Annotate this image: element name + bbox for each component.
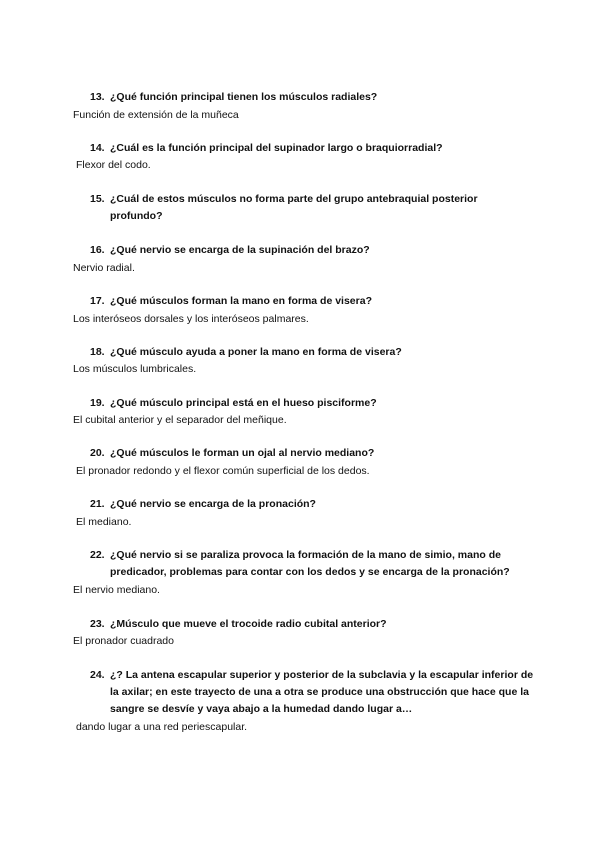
question-number: 14. bbox=[90, 142, 105, 154]
question-15 bbox=[90, 191, 490, 225]
question-text: ¿Qué nervio si se paraliza provoca la formación de la mano de simio, mano de predicador, problemas para contar con los dedos y se encarga de la pronación? bbox=[110, 549, 510, 578]
question-number: 21. bbox=[90, 498, 105, 510]
answer-20: El pronador redondo y el flexor común superficial de los dedos. bbox=[76, 465, 370, 477]
answer-24: dando lugar a una red periescapular. bbox=[76, 721, 248, 733]
question-number: 13. bbox=[90, 91, 105, 103]
question-17 bbox=[90, 293, 550, 310]
question-number: 22. bbox=[90, 549, 105, 561]
question-number: 18. bbox=[90, 346, 105, 358]
question-text: ¿Músculo que mueve el trocoide radio cubital anterior? bbox=[110, 618, 387, 630]
question-23 bbox=[90, 616, 550, 633]
question-text: ¿Qué músculos forman la mano en forma de visera? bbox=[110, 295, 372, 307]
answer-21: El mediano. bbox=[76, 516, 132, 528]
question-number: 20. bbox=[90, 447, 105, 459]
question-text: ¿Qué músculo ayuda a poner la mano en forma de visera? bbox=[110, 346, 402, 358]
question-14 bbox=[90, 140, 550, 157]
question-text: ¿Cuál es la función principal del supinador largo o braquiorradial? bbox=[110, 142, 443, 154]
question-13 bbox=[90, 89, 550, 106]
question-21 bbox=[90, 496, 550, 513]
question-24 bbox=[90, 667, 535, 718]
question-18 bbox=[90, 344, 550, 361]
answer-23: El pronador cuadrado bbox=[73, 635, 174, 647]
question-16 bbox=[90, 242, 550, 259]
question-22 bbox=[90, 547, 530, 581]
question-19 bbox=[90, 395, 550, 412]
question-text: ¿Cuál de estos músculos no forma parte del grupo antebraquial posterior profundo? bbox=[110, 193, 478, 222]
answer-13: Función de extensión de la muñeca bbox=[73, 109, 239, 121]
question-number: 15. bbox=[90, 193, 105, 205]
question-text: ¿Qué músculo principal está en el hueso pisciforme? bbox=[110, 397, 377, 409]
answer-16: Nervio radial. bbox=[73, 262, 135, 274]
answer-14: Flexor del codo. bbox=[76, 159, 151, 171]
question-number: 19. bbox=[90, 397, 105, 409]
question-text: ¿Qué músculos le forman un ojal al nervio mediano? bbox=[110, 447, 375, 459]
question-number: 16. bbox=[90, 244, 105, 256]
question-text: ¿? La antena escapular superior y posterior de la subclavia y la escapular inferior de la axilar; en este trayecto de una a otra se produce una obstrucción que hace que la sangre se desvíe y vaya abajo a la humedad dando lugar a… bbox=[110, 669, 534, 715]
question-number: 24. bbox=[90, 669, 105, 681]
answer-18: Los músculos lumbricales. bbox=[73, 363, 197, 375]
question-text: ¿Qué función principal tienen los músculos radiales? bbox=[110, 91, 378, 103]
answer-22: El nervio mediano. bbox=[73, 584, 160, 596]
answer-17: Los interóseos dorsales y los interóseos palmares. bbox=[73, 313, 309, 325]
answer-19: El cubital anterior y el separador del meñique. bbox=[73, 414, 287, 426]
question-number: 17. bbox=[90, 295, 105, 307]
question-20 bbox=[90, 445, 550, 462]
question-number: 23. bbox=[90, 618, 105, 630]
question-text: ¿Qué nervio se encarga de la pronación? bbox=[110, 498, 316, 510]
question-text: ¿Qué nervio se encarga de la supinación del brazo? bbox=[110, 244, 370, 256]
